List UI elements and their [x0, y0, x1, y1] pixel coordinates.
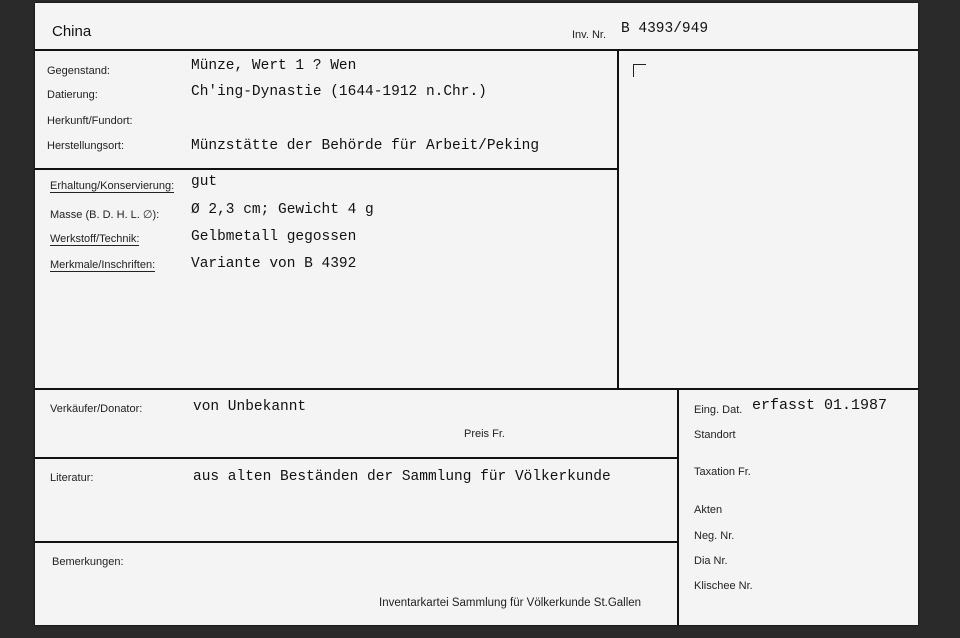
- herstellungsort-label: Herstellungsort:: [47, 140, 125, 152]
- corner-mark: [633, 64, 646, 77]
- preis-label: Preis Fr.: [464, 428, 505, 440]
- neg-nr-label: Neg. Nr.: [694, 530, 735, 542]
- merkmale-value: Variante von B 4392: [191, 256, 357, 272]
- merkmale-label: Merkmale/Inschriften:: [50, 259, 156, 271]
- eing-dat-label: Eing. Dat.: [694, 404, 743, 416]
- divider: [35, 49, 918, 51]
- divider: [35, 541, 678, 543]
- verkaeufer-label: Verkäufer/Donator:: [50, 403, 143, 415]
- masse-label: Masse (B. D. H. L. ∅):: [50, 209, 160, 221]
- standort-label: Standort: [694, 429, 736, 441]
- bemerkungen-label: Bemerkungen:: [52, 556, 124, 568]
- divider: [35, 168, 618, 170]
- inv-number: B 4393/949: [621, 21, 709, 37]
- country-title: China: [52, 23, 92, 40]
- gegenstand-label: Gegenstand:: [47, 65, 110, 77]
- literatur-value: aus alten Beständen der Sammlung für Völkerkunde: [193, 469, 611, 485]
- datierung-label: Datierung:: [47, 89, 98, 101]
- verkaeufer-value: von Unbekannt: [193, 399, 307, 415]
- inventory-card: [35, 3, 918, 625]
- klischee-nr-label: Klischee Nr.: [694, 580, 753, 592]
- divider: [617, 49, 619, 389]
- literatur-label: Literatur:: [50, 472, 94, 484]
- werkstoff-value: Gelbmetall gegossen: [191, 229, 357, 245]
- dia-nr-label: Dia Nr.: [694, 555, 728, 567]
- akten-label: Akten: [694, 504, 723, 516]
- masse-value: Ø 2,3 cm; Gewicht 4 g: [191, 202, 374, 218]
- erhaltung-label: Erhaltung/Konservierung:: [50, 180, 175, 192]
- divider: [35, 388, 918, 390]
- divider: [677, 388, 679, 625]
- datierung-value: Ch'ing-Dynastie (1644-1912 n.Chr.): [191, 84, 487, 100]
- herstellungsort-value: Münzstätte der Behörde für Arbeit/Peking: [191, 138, 540, 154]
- inv-number-label: Inv. Nr.: [572, 29, 607, 41]
- herkunft-label: Herkunft/Fundort:: [47, 115, 133, 127]
- gegenstand-value: Münze, Wert 1 ? Wen: [191, 58, 357, 74]
- divider: [35, 457, 678, 459]
- taxation-label: Taxation Fr.: [694, 466, 751, 478]
- card-footer: Inventarkartei Sammlung für Völkerkunde St.Gallen: [379, 597, 642, 609]
- werkstoff-label: Werkstoff/Technik:: [50, 233, 140, 245]
- eing-dat-value: erfasst 01.1987: [752, 397, 888, 414]
- erhaltung-value: gut: [191, 174, 218, 190]
